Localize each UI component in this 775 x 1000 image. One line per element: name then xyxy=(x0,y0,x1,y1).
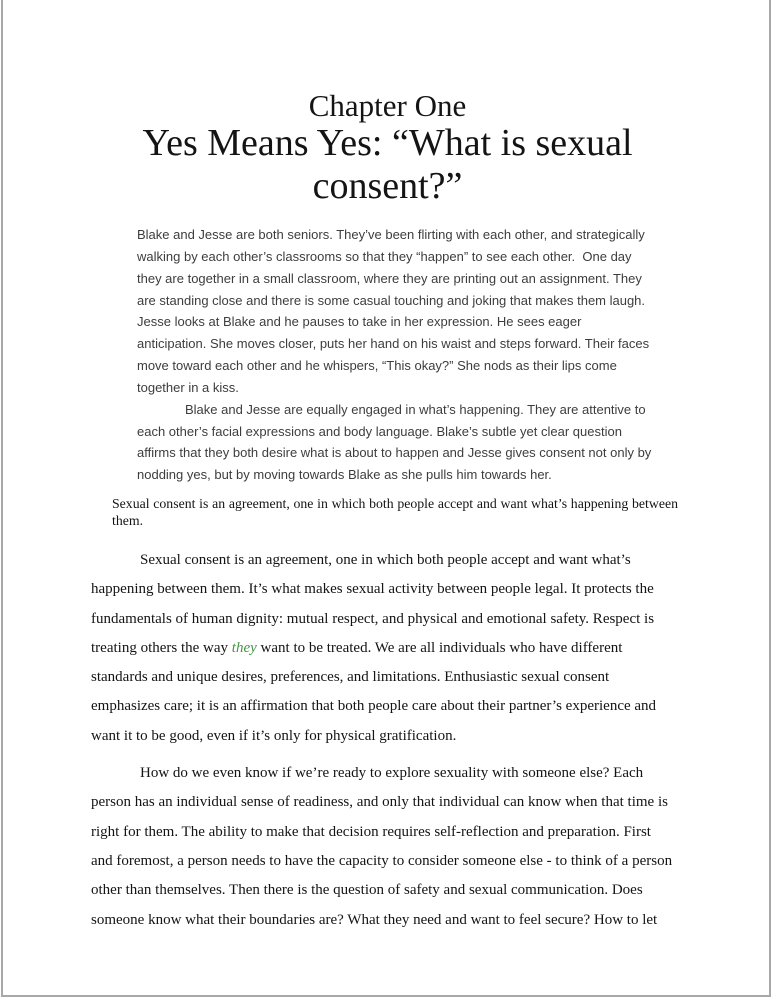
text-line: emphasizes care; it is an affirmation that both people care about their partner’s experience and xyxy=(91,698,657,715)
text-line: person has an individual sense of readiness, and only that individual can know when that time is xyxy=(91,794,668,811)
text-line: and foremost, a person needs to have the capacity to consider someone else - to think of a person xyxy=(91,852,673,869)
chapter-title xyxy=(0,122,775,208)
text-line: How do we even know if we’re ready to explore sexuality with someone else? Each xyxy=(140,765,644,782)
text-line: consent?” xyxy=(312,165,463,207)
body-paragraph-1 xyxy=(91,546,672,751)
text-line: other than themselves. Then there is the question of safety and sexual communication. Does xyxy=(91,882,643,899)
text-line: Blake and Jesse are equally engaged in what’s happening. They are attentive to xyxy=(185,401,646,417)
text-line: someone know what their boundaries are? What they need and want to feel secure? How to let xyxy=(91,911,658,928)
text-line: Sexual consent is an agreement, one in which both people accept and want what’s xyxy=(140,552,631,568)
chapter-heading: Chapter One xyxy=(308,88,467,123)
body-text-block xyxy=(91,546,672,935)
text-line: Yes Means Yes: “What is sexual xyxy=(142,122,633,164)
text-line: they are together in a small classroom, where they are printing out an assignment. They xyxy=(137,270,642,286)
text-line: walking by each other’s classrooms so that they “happen” to see each other. One day xyxy=(137,248,632,264)
text-line: fundamentals of human dignity: mutual respect, and physical and emotional safety. Respect is xyxy=(91,610,655,627)
page-edge-bottom xyxy=(1,995,771,997)
text-line: nodding yes, but by moving towards Blake as she pulls him towards her. xyxy=(137,467,552,483)
text-line: happening between them. It’s what makes sexual activity between people legal. It protects the xyxy=(91,581,654,598)
text-line: each other’s facial expressions and body language. Blake’s subtle yet clear question xyxy=(137,423,622,439)
vignette-paragraph-2 xyxy=(137,399,651,486)
text-line: move toward each other and he whispers, “This okay?” She nods as their lips come xyxy=(137,358,617,374)
text-line: Jesse looks at Blake and he pauses to take in her expression. He sees eager xyxy=(137,314,582,330)
text-line: together in a kiss. xyxy=(137,379,239,395)
text-line: treating others the way they want to be treated. We are all individuals who have different xyxy=(91,639,623,656)
text-line: Blake and Jesse are both seniors. They’ve been flirting with each other, and strategically xyxy=(137,227,645,242)
pull-quote: Sexual consent is an agreement, one in which both people accept and want what’s happening between them. xyxy=(112,496,678,528)
vignette-paragraph-1 xyxy=(137,224,651,399)
body-paragraph-2 xyxy=(91,759,672,935)
text-line: right for them. The ability to make that decision requires self-reflection and preparation. First xyxy=(91,823,651,840)
text-line: standards and unique desires, preferences, and limitations. Enthusiastic sexual consent xyxy=(91,669,610,686)
text-line: are standing close and there is some casual touching and joking that makes them laugh. xyxy=(137,292,646,308)
text-line: anticipation. She moves closer, puts her hand on his waist and steps forward. Their faces xyxy=(137,336,650,352)
text-line: want it to be good, even if it’s only for physical gratification. xyxy=(91,727,457,744)
text-line: affirms that they both desire what is about to happen and Jesse gives consent not only by xyxy=(137,445,652,461)
accented-word: they xyxy=(231,639,257,656)
vignette-block xyxy=(137,224,651,486)
